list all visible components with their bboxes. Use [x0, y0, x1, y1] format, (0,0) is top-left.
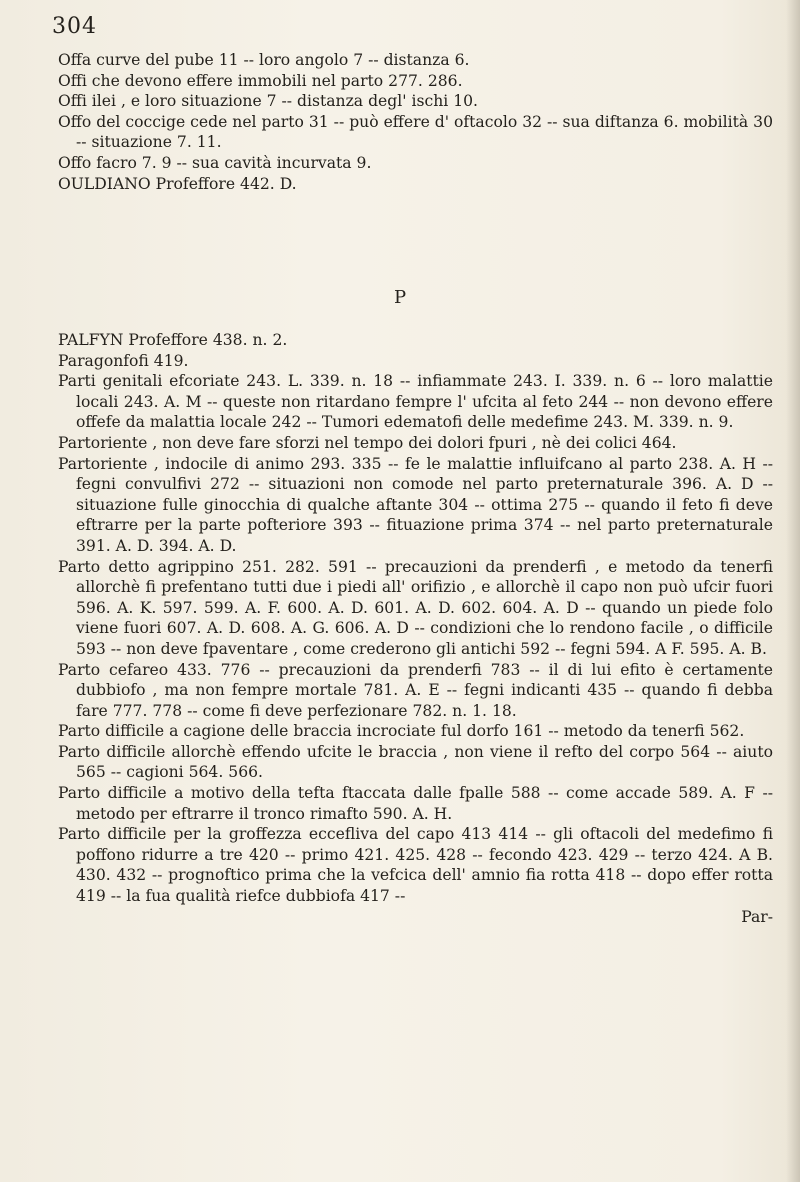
index-entry: Offi ilei , e loro situazione 7 -- distanza degl' ischi 10. — [58, 92, 478, 111]
index-entry: Offo del coccige cede nel parto 31 -- può effere d' oftacolo 32 -- sua diftanza 6. mobilità 30 -- situazione 7. 11. — [58, 112, 773, 152]
index-entry: Partoriente , non deve fare sforzi nel tempo dei dolori fpuri , nè dei colici 464. — [58, 433, 677, 452]
index-entry: Parto difficile a cagione delle braccia incrociate ful dorfo 161 -- metodo da tenerfi 562. — [58, 722, 745, 741]
index-entry: Parti genitali efcoriate 243. L. 339. n. 18 -- infiammate 243. I. 339. n. 6 -- loro malattie locali 243. A. M -- queste non ritardano fempre l' ufcita al feto 244 -- non devono effere offefe da malattia locale 242 -- Tumori edematofi delle medefime 243. M. 339. n. 9. — [58, 372, 773, 432]
section-letter-heading: P — [393, 287, 407, 308]
index-entry: Parto cefareo 433. 776 -- precauzioni da prenderfi 783 -- il di lui efito è certamente dubbiofo , ma non fempre mortale 781. A. E -- fegni indicanti 435 -- quando fi debba fare 777. 778 -- come fi deve perfezionare 782. n. 1. 18. — [58, 660, 773, 720]
index-entry: Partoriente , indocile di animo 293. 335 -- fe le malattie influifcano al parto 238. A. H -- fegni convulfivi 272 -- situazioni non comode nel parto preternaturale 396. A. D -- situazione fulle ginocchia di qualche aftante 304 -- ottima 275 -- quando il feto fi deve eftrarre per la parte pofteriore 393 -- fituazione prima 374 -- nel parto preternaturale 391. A. D. 394. A. D. — [58, 454, 773, 555]
page-number: 304 — [52, 14, 97, 39]
index-section-o — [58, 50, 773, 194]
index-entry: Parto detto agrippino 251. 282. 591 -- precauzioni da prenderfi , e metodo da tenerfi allorchè fi prefentano tutti due i piedi all' orifizio , e allorchè il capo non può ufcir fuori 596. A. K. 597. 599. A. F. 600. A. D. 601. A. D. 602. 604. A. D -- quando un piede folo viene fuori 607. A. D. 608. A. G. 606. A. D -- condizioni che lo rendono facile , o difficile 593 -- non deve fpaventare , come crederono gli antichi 592 -- fegni 594. A F. 595. A. B. — [58, 557, 773, 658]
index-entry: Offa curve del pube 11 -- loro angolo 7 -- distanza 6. — [58, 51, 470, 69]
index-entry: Offo facro 7. 9 -- sua cavità incurvata 9. — [58, 153, 372, 172]
index-entry: Parto difficile allorchè effendo ufcite le braccia , non viene il refto del corpo 564 -- aiuto 565 -- cagioni 564. 566. — [58, 742, 773, 782]
index-entry: Paragonfofi 419. — [58, 351, 189, 370]
index-entry: PALFYN Profeffore 438. n. 2. — [58, 331, 288, 349]
index-entry: Offi che devono effere immobili nel parto 277. 286. — [58, 71, 463, 90]
catchword: Par- — [741, 907, 773, 926]
index-entry: Parto difficile a motivo della tefta ftaccata dalle fpalle 588 -- come accade 589. A. F -- metodo per eftrarre il tronco rimafto 590. A. H. — [58, 784, 773, 823]
index-section-p — [58, 330, 773, 927]
index-entry: Parto difficile per la groffezza eccefliva del capo 413 414 -- gli oftacoli del medefimo fi poffono ridurre a tre 420 -- primo 421. 425. 428 -- fecondo 423. 429 -- terzo 424. A B. 430. 432 -- prognoftico prima che la vefcica dell' amnio fia rotta 418 -- dopo effer rotta 419 -- la fua qualità riefce dubbiofa 417 -- — [58, 825, 773, 906]
page-edge-shadow — [786, 0, 800, 1182]
index-entry: OULDIANO Profeffore 442. D. — [58, 174, 297, 193]
